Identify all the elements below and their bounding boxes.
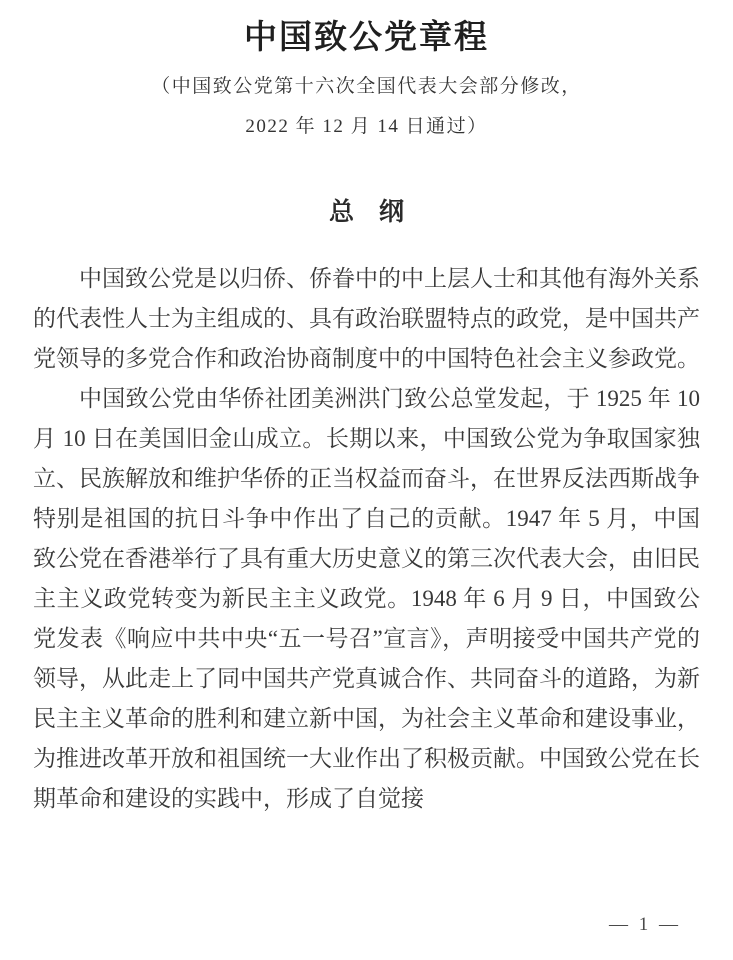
document-body [33,259,700,819]
page-number: — 1 — [609,914,681,935]
page-title: 中国致公党章程 [244,20,489,56]
subtitle-line-1: （中国致公党第十六次全国代表大会部分修改， [151,76,582,97]
subtitle [0,67,733,147]
paragraph: 中国致公党由华侨社团美洲洪门致公总堂发起，于 1925 年 10 月 10 日在美国旧金山成立。长期以来，中国致公党为争取国家独立、民族解放和维护华侨的正当权益而奋斗，在世界反法西斯战争特别是祖国的抗日斗争中作出了自己的贡献。1947 年 5 月，中国致公党在香港举行了具有重大历史意义的第三次代表大会，由旧民主主义政党转变为新民主主义政党。1948 年 6 月 9 日，中国致公党发表《响应中共中央“五一号召”宣言》，声明接受中国共产党的领导，从此走上了同中国共产党真诚合作、共同奋斗的道路，为新民主主义革命的胜利和建立新中国，为社会主义革命和建设事业，为推进改革开放和祖国统一大业作出了积极贡献。中国致公党在长期革命和建设的实践中，形成了自觉接 [33,386,701,811]
section-heading: 总 纲 [328,199,404,226]
paragraph: 中国致公党是以归侨、侨眷中的中上层人士和其他有海外关系的代表性人士为主组成的、具有政治联盟特点的政党，是中国共产党领导的多党合作和政治协商制度中的中国特色社会主义参政党。 [33,266,700,371]
subtitle-line-2: 2022 年 12 月 14 日通过） [245,116,488,137]
